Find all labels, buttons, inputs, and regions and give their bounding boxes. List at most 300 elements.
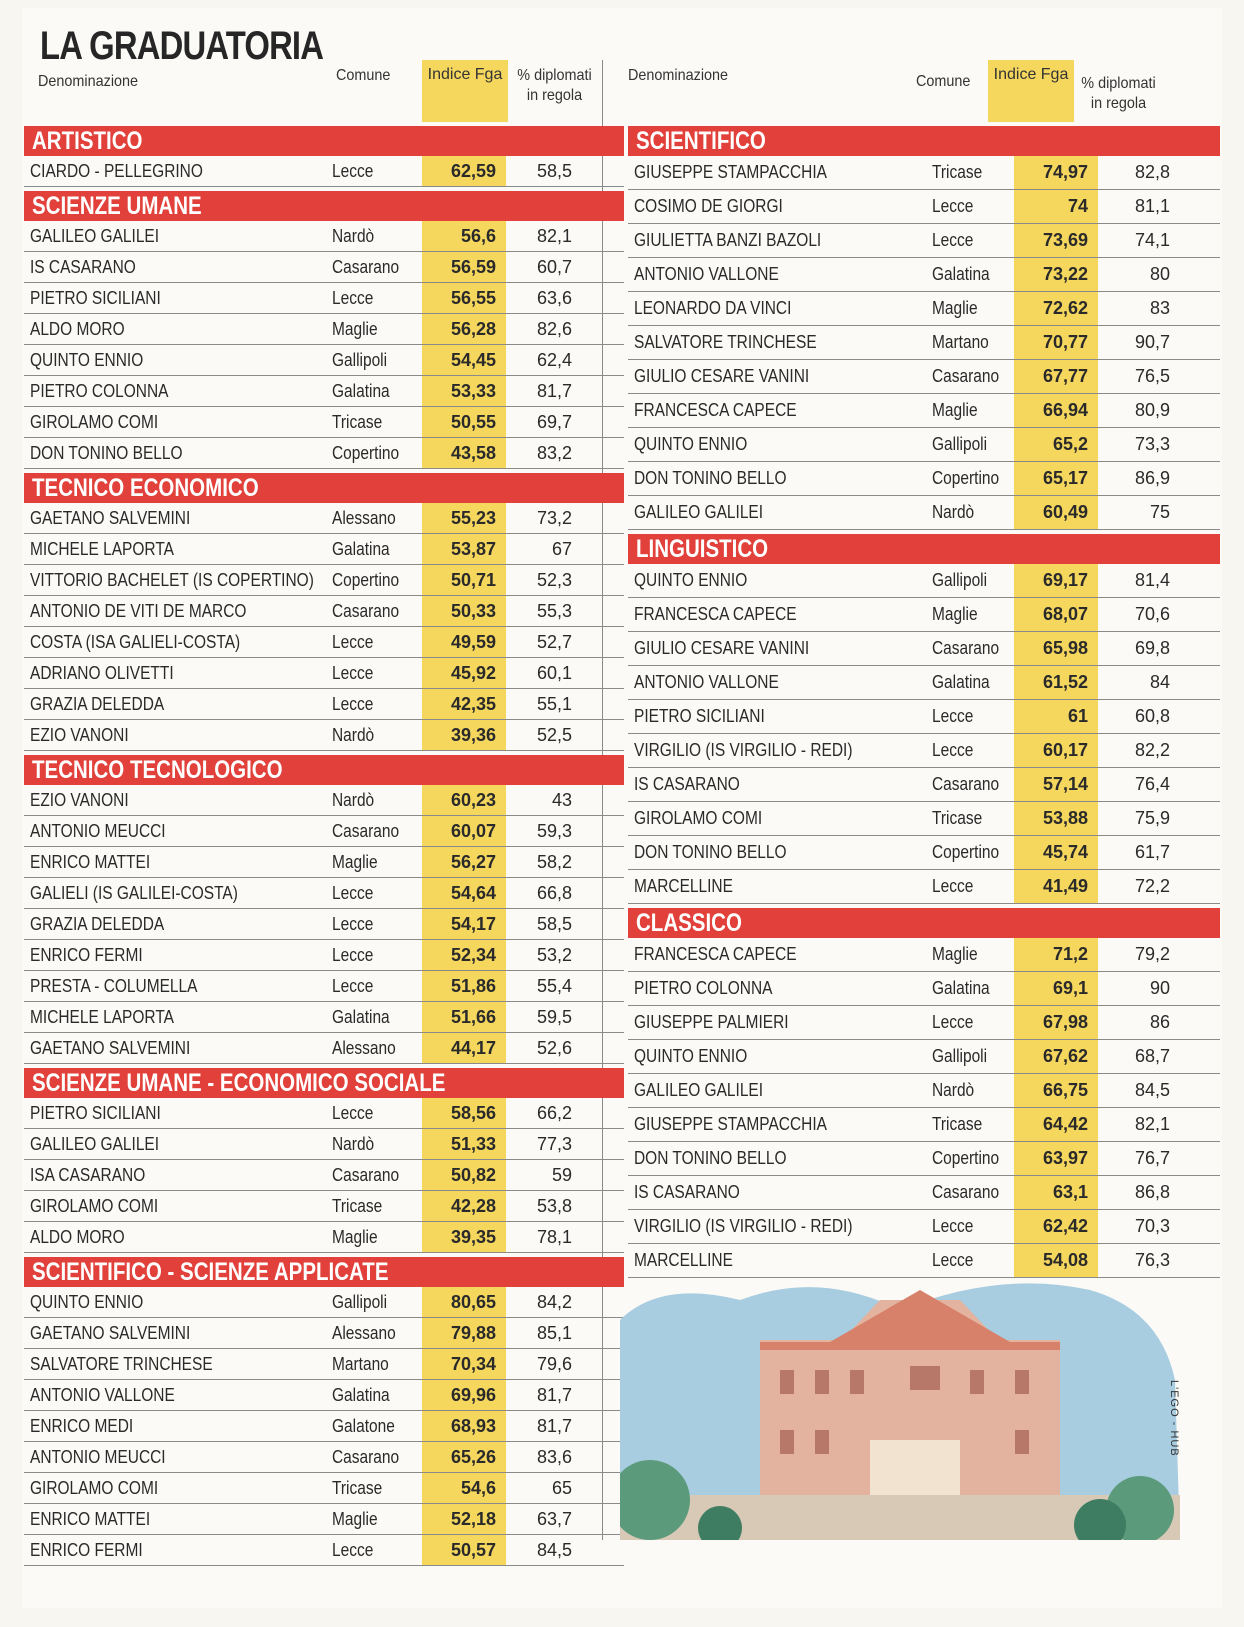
indice-cell: 65,98: [1014, 632, 1098, 665]
table-row: [628, 1074, 1220, 1108]
diplomati-cell: 73,3: [1134, 434, 1170, 454]
diplomati-cell: 58,5: [536, 161, 572, 181]
diplomati-cell: 84,2: [536, 1292, 572, 1312]
diplomati-cell: 61,7: [1134, 842, 1170, 862]
school-name: FRANCESCA CAPECE: [634, 400, 797, 420]
school-name: QUINTO ENNIO: [634, 570, 748, 590]
diplomati-cell: 76,5: [1134, 366, 1170, 386]
table-row: [628, 870, 1220, 904]
table-row: [24, 503, 624, 534]
indice-cell: 39,35: [422, 1222, 506, 1252]
indice-cell: 67,62: [1014, 1040, 1098, 1073]
table-row: [24, 658, 624, 689]
diplomati-cell: 85,1: [536, 1323, 572, 1343]
indice-cell: 56,59: [422, 252, 506, 282]
comune-cell: Maglie: [332, 1227, 378, 1247]
comune-cell: Casarano: [332, 821, 400, 841]
comune-cell: Lecce: [932, 706, 974, 726]
diplomati-cell: 65: [551, 1478, 572, 1498]
table-row: [24, 534, 624, 565]
table-row: [24, 1222, 624, 1253]
diplomati-cell: 76,7: [1134, 1148, 1170, 1168]
comune-cell: Gallipoli: [932, 434, 988, 454]
indice-cell: 74: [1014, 190, 1098, 223]
comune-cell: Lecce: [332, 883, 374, 903]
page-title: LA GRADUATORIA: [40, 24, 324, 68]
section-title: SCIENZE UMANE - ECONOMICO SOCIALE: [24, 1068, 624, 1098]
school-name: ANTONIO VALLONE: [634, 672, 779, 692]
indice-cell: 51,66: [422, 1002, 506, 1032]
table-row: [24, 940, 624, 971]
diplomati-cell: 67: [551, 539, 572, 559]
school-name: GIROLAMO COMI: [30, 1478, 159, 1498]
indice-cell: 74,97: [1014, 156, 1098, 189]
indice-cell: 68,07: [1014, 598, 1098, 631]
table-row: [628, 156, 1220, 190]
indice-cell: 60,07: [422, 816, 506, 846]
diplomati-cell: 59: [551, 1165, 572, 1185]
comune-cell: Casarano: [932, 774, 1000, 794]
school-name: QUINTO ENNIO: [30, 350, 144, 370]
comune-cell: Copertino: [932, 1148, 1000, 1168]
diplomati-cell: 52,7: [536, 632, 572, 652]
school-name: IS CASARANO: [634, 774, 740, 794]
diplomati-cell: 70,6: [1134, 604, 1170, 624]
comune-cell: Casarano: [332, 1165, 400, 1185]
school-name: GIUSEPPE STAMPACCHIA: [634, 1114, 827, 1134]
comune-cell: Galatina: [932, 264, 990, 284]
table-row: [628, 292, 1220, 326]
indice-cell: 55,23: [422, 503, 506, 533]
school-name: ENRICO MEDI: [30, 1416, 134, 1436]
indice-cell: 73,22: [1014, 258, 1098, 291]
comune-cell: Tricase: [932, 162, 983, 182]
table-row: [24, 438, 624, 469]
diplomati-cell: 76,4: [1134, 774, 1170, 794]
diplomati-cell: 55,1: [536, 694, 572, 714]
diplomati-cell: 86,9: [1134, 468, 1170, 488]
diplomati-cell: 82,1: [1134, 1114, 1170, 1134]
indice-cell: 69,1: [1014, 972, 1098, 1005]
table-row: [24, 1504, 624, 1535]
diplomati-cell: 58,5: [536, 914, 572, 934]
comune-cell: Lecce: [332, 632, 374, 652]
school-name: GALILEO GALILEI: [634, 1080, 764, 1100]
table-row: [628, 360, 1220, 394]
header-indice: Indice Fga: [988, 60, 1074, 122]
table-row: [24, 816, 624, 847]
school-name: ALDO MORO: [30, 1227, 125, 1247]
indice-cell: 57,14: [1014, 768, 1098, 801]
school-name: VIRGILIO (IS VIRGILIO - REDI): [634, 740, 853, 760]
table-row: [24, 156, 624, 187]
school-name: DON TONINO BELLO: [634, 842, 787, 862]
comune-cell: Martano: [932, 332, 989, 352]
diplomati-cell: 68,7: [1134, 1046, 1170, 1066]
school-name: GRAZIA DELEDDA: [30, 694, 165, 714]
school-name: VITTORIO BACHELET (IS COPERTINO): [30, 570, 314, 590]
table-row: [24, 1349, 624, 1380]
section-title: LINGUISTICO: [628, 534, 1220, 564]
comune-cell: Lecce: [932, 876, 974, 896]
table-row: [628, 224, 1220, 258]
school-name: ANTONIO MEUCCI: [30, 1447, 166, 1467]
indice-cell: 54,64: [422, 878, 506, 908]
school-name: QUINTO ENNIO: [634, 434, 748, 454]
comune-cell: Casarano: [332, 601, 400, 621]
header-diplomati: % diplomati in regola: [517, 67, 592, 104]
school-name: QUINTO ENNIO: [634, 1046, 748, 1066]
school-name: ANTONIO VALLONE: [634, 264, 779, 284]
illustration-credit: L'EGO - HUB: [1168, 1380, 1180, 1457]
diplomati-cell: 81,1: [1134, 196, 1170, 216]
indice-cell: 72,62: [1014, 292, 1098, 325]
table-row: [24, 1002, 624, 1033]
diplomati-cell: 84: [1149, 672, 1170, 692]
diplomati-cell: 52,5: [536, 725, 572, 745]
table-row: [24, 1318, 624, 1349]
school-name: GALILEO GALILEI: [30, 1134, 160, 1154]
school-name: GIUSEPPE STAMPACCHIA: [634, 162, 827, 182]
left-header: [24, 60, 624, 122]
table-row: [24, 689, 624, 720]
comune-cell: Lecce: [332, 945, 374, 965]
diplomati-cell: 84,5: [1134, 1080, 1170, 1100]
school-name: EZIO VANONI: [30, 725, 129, 745]
diplomati-cell: 63,7: [536, 1509, 572, 1529]
indice-cell: 50,33: [422, 596, 506, 626]
school-name: GIULIETTA BANZI BAZOLI: [634, 230, 822, 250]
table-row: [24, 785, 624, 816]
comune-cell: Lecce: [332, 663, 374, 683]
school-name: SALVATORE TRINCHESE: [634, 332, 817, 352]
diplomati-cell: 63,6: [536, 288, 572, 308]
comune-cell: Tricase: [332, 1478, 383, 1498]
indice-cell: 45,74: [1014, 836, 1098, 869]
comune-cell: Casarano: [932, 638, 1000, 658]
diplomati-cell: 80,9: [1134, 400, 1170, 420]
diplomati-cell: 70,3: [1134, 1216, 1170, 1236]
table-row: [628, 428, 1220, 462]
school-name: SALVATORE TRINCHESE: [30, 1354, 213, 1374]
comune-cell: Copertino: [932, 468, 1000, 488]
indice-cell: 39,36: [422, 720, 506, 750]
comune-cell: Tricase: [332, 1196, 383, 1216]
table-row: [628, 1040, 1220, 1074]
diplomati-cell: 55,3: [536, 601, 572, 621]
diplomati-cell: 52,3: [536, 570, 572, 590]
table-row: [628, 564, 1220, 598]
school-name: ADRIANO OLIVETTI: [30, 663, 174, 683]
comune-cell: Gallipoli: [332, 1292, 388, 1312]
indice-cell: 62,59: [422, 156, 506, 186]
comune-cell: Casarano: [332, 257, 400, 277]
left-table: [24, 126, 624, 1566]
school-name: GIROLAMO COMI: [30, 412, 159, 432]
school-name: VIRGILIO (IS VIRGILIO - REDI): [634, 1216, 853, 1236]
school-name: PRESTA - COLUMELLA: [30, 976, 198, 996]
section-title: CLASSICO: [628, 908, 1220, 938]
table-row: [628, 1176, 1220, 1210]
comune-cell: Galatina: [332, 1385, 390, 1405]
diplomati-cell: 81,7: [536, 381, 572, 401]
comune-cell: Lecce: [932, 1012, 974, 1032]
table-row: [24, 221, 624, 252]
table-row: [628, 258, 1220, 292]
comune-cell: Maglie: [932, 298, 978, 318]
indice-cell: 56,6: [422, 221, 506, 251]
comune-cell: Tricase: [932, 808, 983, 828]
table-row: [24, 1380, 624, 1411]
indice-cell: 67,77: [1014, 360, 1098, 393]
indice-cell: 79,88: [422, 1318, 506, 1348]
comune-cell: Lecce: [332, 1540, 374, 1560]
school-name: DON TONINO BELLO: [634, 468, 787, 488]
comune-cell: Copertino: [332, 443, 400, 463]
table-row: [628, 1108, 1220, 1142]
indice-cell: 65,2: [1014, 428, 1098, 461]
table-row: [628, 768, 1220, 802]
comune-cell: Casarano: [332, 1447, 400, 1467]
diplomati-cell: 66,2: [536, 1103, 572, 1123]
comune-cell: Nardò: [932, 1080, 975, 1100]
diplomati-cell: 82,2: [1134, 740, 1170, 760]
table-row: [24, 283, 624, 314]
indice-cell: 65,17: [1014, 462, 1098, 495]
indice-cell: 53,87: [422, 534, 506, 564]
comune-cell: Galatina: [332, 1007, 390, 1027]
comune-cell: Martano: [332, 1354, 389, 1374]
school-name: ENRICO MATTEI: [30, 852, 151, 872]
indice-cell: 54,6: [422, 1473, 506, 1503]
comune-cell: Maglie: [932, 604, 978, 624]
comune-cell: Lecce: [332, 694, 374, 714]
comune-cell: Lecce: [932, 1250, 974, 1270]
table-row: [24, 847, 624, 878]
table-row: [24, 1287, 624, 1318]
school-name: GIROLAMO COMI: [30, 1196, 159, 1216]
indice-cell: 60,23: [422, 785, 506, 815]
diplomati-cell: 86: [1149, 1012, 1170, 1032]
school-name: ISA CASARANO: [30, 1165, 146, 1185]
table-row: [628, 394, 1220, 428]
indice-cell: 66,94: [1014, 394, 1098, 427]
comune-cell: Gallipoli: [932, 570, 988, 590]
diplomati-cell: 53,8: [536, 1196, 572, 1216]
table-row: [24, 565, 624, 596]
table-row: [628, 190, 1220, 224]
diplomati-cell: 81,7: [536, 1416, 572, 1436]
school-name: GAETANO SALVEMINI: [30, 508, 191, 528]
indice-cell: 50,57: [422, 1535, 506, 1565]
comune-cell: Nardò: [332, 1134, 375, 1154]
school-name: GRAZIA DELEDDA: [30, 914, 165, 934]
left-column: [24, 60, 624, 1566]
school-name: DON TONINO BELLO: [30, 443, 183, 463]
table-row: [628, 938, 1220, 972]
diplomati-cell: 90,7: [1134, 332, 1170, 352]
school-name: GIULIO CESARE VANINI: [634, 638, 810, 658]
diplomati-cell: 75,9: [1134, 808, 1170, 828]
section-title: SCIENTIFICO: [628, 126, 1220, 156]
diplomati-cell: 69,7: [536, 412, 572, 432]
table-row: [24, 1535, 624, 1566]
indice-cell: 69,17: [1014, 564, 1098, 597]
table-row: [628, 734, 1220, 768]
indice-cell: 70,34: [422, 1349, 506, 1379]
indice-cell: 50,82: [422, 1160, 506, 1190]
comune-cell: Alessano: [332, 1323, 396, 1343]
indice-cell: 62,42: [1014, 1210, 1098, 1243]
school-name: MICHELE LAPORTA: [30, 1007, 174, 1027]
header-comune: Comune: [916, 73, 971, 90]
school-name: PIETRO COLONNA: [30, 381, 169, 401]
diplomati-cell: 52,6: [536, 1038, 572, 1058]
diplomati-cell: 53,2: [536, 945, 572, 965]
diplomati-cell: 60,8: [1134, 706, 1170, 726]
table-row: [24, 1098, 624, 1129]
school-name: PIETRO SICILIANI: [634, 706, 765, 726]
comune-cell: Alessano: [332, 1038, 396, 1058]
diplomati-cell: 76,3: [1134, 1250, 1170, 1270]
table-row: [24, 909, 624, 940]
indice-cell: 42,28: [422, 1191, 506, 1221]
diplomati-cell: 62,4: [536, 350, 572, 370]
indice-cell: 50,55: [422, 407, 506, 437]
table-row: [24, 1473, 624, 1504]
indice-cell: 44,17: [422, 1033, 506, 1063]
indice-cell: 67,98: [1014, 1006, 1098, 1039]
school-name: MICHELE LAPORTA: [30, 539, 174, 559]
diplomati-cell: 79,6: [536, 1354, 572, 1374]
table-row: [24, 878, 624, 909]
diplomati-cell: 83,2: [536, 443, 572, 463]
comune-cell: Lecce: [932, 740, 974, 760]
indice-cell: 69,96: [422, 1380, 506, 1410]
indice-cell: 41,49: [1014, 870, 1098, 903]
right-table: [628, 126, 1220, 1278]
comune-cell: Lecce: [332, 161, 374, 181]
comune-cell: Lecce: [332, 976, 374, 996]
section-title: TECNICO ECONOMICO: [24, 473, 624, 503]
comune-cell: Maglie: [932, 944, 978, 964]
diplomati-cell: 77,3: [536, 1134, 572, 1154]
school-name: GALIELI (IS GALILEI-COSTA): [30, 883, 238, 903]
school-name: ANTONIO VALLONE: [30, 1385, 175, 1405]
diplomati-cell: 69,8: [1134, 638, 1170, 658]
school-name: FRANCESCA CAPECE: [634, 604, 797, 624]
diplomati-cell: 75: [1149, 502, 1170, 522]
comune-cell: Copertino: [332, 570, 400, 590]
diplomati-cell: 60,1: [536, 663, 572, 683]
comune-cell: Casarano: [932, 366, 1000, 386]
school-name: PIETRO COLONNA: [634, 978, 773, 998]
school-name: GAETANO SALVEMINI: [30, 1323, 191, 1343]
school-name: ENRICO FERMI: [30, 1540, 143, 1560]
school-name: COSTA (ISA GALIELI-COSTA): [30, 632, 241, 652]
school-name: PIETRO SICILIANI: [30, 1103, 161, 1123]
indice-cell: 43,58: [422, 438, 506, 468]
table-row: [628, 462, 1220, 496]
indice-cell: 60,17: [1014, 734, 1098, 767]
school-name: ANTONIO MEUCCI: [30, 821, 166, 841]
table-row: [628, 1006, 1220, 1040]
comune-cell: Nardò: [932, 502, 975, 522]
indice-cell: 56,27: [422, 847, 506, 877]
table-row: [24, 971, 624, 1002]
indice-cell: 58,56: [422, 1098, 506, 1128]
indice-cell: 51,33: [422, 1129, 506, 1159]
comune-cell: Nardò: [332, 725, 375, 745]
diplomati-cell: 83,6: [536, 1447, 572, 1467]
school-name: GIULIO CESARE VANINI: [634, 366, 810, 386]
section-title: TECNICO TECNOLOGICO: [24, 755, 624, 785]
indice-cell: 49,59: [422, 627, 506, 657]
diplomati-cell: 43: [551, 790, 572, 810]
indice-cell: 42,35: [422, 689, 506, 719]
diplomati-cell: 79,2: [1134, 944, 1170, 964]
school-name: GIROLAMO COMI: [634, 808, 763, 828]
comune-cell: Maglie: [332, 852, 378, 872]
header-denominazione: Denominazione: [628, 67, 729, 84]
school-name: LEONARDO DA VINCI: [634, 298, 792, 318]
comune-cell: Gallipoli: [932, 1046, 988, 1066]
table-row: [24, 1411, 624, 1442]
indice-cell: 65,26: [422, 1442, 506, 1472]
indice-cell: 73,69: [1014, 224, 1098, 257]
right-column: [628, 60, 1220, 1278]
comune-cell: Lecce: [332, 1103, 374, 1123]
diplomati-cell: 81,4: [1134, 570, 1170, 590]
diplomati-cell: 73,2: [536, 508, 572, 528]
diplomati-cell: 84,5: [536, 1540, 572, 1560]
school-name: MARCELLINE: [634, 1250, 733, 1270]
diplomati-cell: 78,1: [536, 1227, 572, 1247]
indice-cell: 80,65: [422, 1287, 506, 1317]
indice-cell: 68,93: [422, 1411, 506, 1441]
comune-cell: Alessano: [332, 508, 396, 528]
indice-cell: 53,33: [422, 376, 506, 406]
section-title: SCIENZE UMANE: [24, 191, 624, 221]
table-row: [628, 632, 1220, 666]
indice-cell: 63,1: [1014, 1176, 1098, 1209]
table-row: [24, 376, 624, 407]
indice-cell: 53,88: [1014, 802, 1098, 835]
table-row: [24, 1442, 624, 1473]
comune-cell: Casarano: [932, 1182, 1000, 1202]
table-row: [628, 1210, 1220, 1244]
indice-cell: 66,75: [1014, 1074, 1098, 1107]
table-row: [628, 836, 1220, 870]
school-name: ENRICO MATTEI: [30, 1509, 151, 1529]
diplomati-cell: 80: [1149, 264, 1170, 284]
comune-cell: Maglie: [932, 400, 978, 420]
diplomati-cell: 60,7: [536, 257, 572, 277]
table-row: [24, 596, 624, 627]
table-row: [628, 972, 1220, 1006]
school-name: GALILEO GALILEI: [634, 502, 764, 522]
school-name: QUINTO ENNIO: [30, 1292, 144, 1312]
header-comune: Comune: [336, 67, 391, 84]
table-row: [24, 627, 624, 658]
indice-cell: 51,86: [422, 971, 506, 1001]
indice-cell: 54,45: [422, 345, 506, 375]
table-row: [24, 252, 624, 283]
diplomati-cell: 58,2: [536, 852, 572, 872]
comune-cell: Nardò: [332, 226, 375, 246]
header-indice: Indice Fga: [422, 60, 508, 122]
comune-cell: Lecce: [332, 914, 374, 934]
